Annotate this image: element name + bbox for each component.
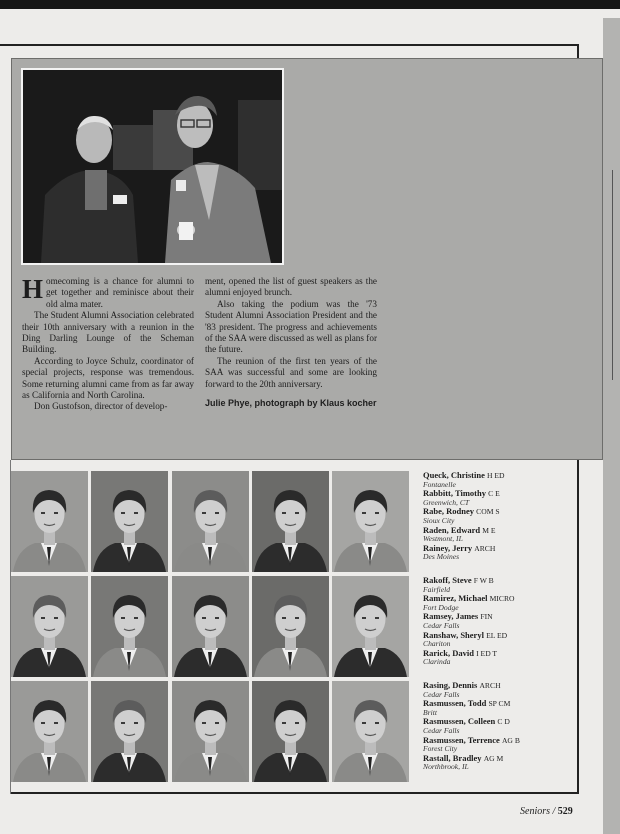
- senior-portrait: [252, 681, 329, 782]
- senior-portrait: [332, 681, 409, 782]
- senior-portrait-grid: [11, 471, 413, 781]
- student-major: AG M: [483, 753, 504, 763]
- senior-portrait: [332, 576, 409, 677]
- name-entry: [423, 681, 583, 699]
- senior-portrait: [332, 471, 409, 572]
- student-hometown: Fontanelle: [423, 479, 456, 489]
- article-paragraph: According to Joyce Schulz, coordinator of special projects, response was tremendous. Some returning alumni came from as far away as California and North Carolina.: [22, 355, 194, 401]
- name-entry: [423, 526, 583, 544]
- student-name-text: Rabe, Rodney: [423, 506, 475, 517]
- name-entry: [423, 612, 583, 630]
- student-name: [423, 699, 583, 709]
- student-name-text: Rasmussen, Colleen: [423, 716, 496, 727]
- student-name-text: Ramirez, Michael: [423, 593, 488, 604]
- student-name-text: Rarick, David: [423, 647, 474, 658]
- edge-rule: [612, 170, 613, 380]
- page-edge: [603, 18, 620, 834]
- student-name-text: Raden, Edward: [423, 524, 481, 535]
- page-number: 529: [557, 806, 573, 817]
- section-label: Seniors /: [520, 806, 556, 817]
- student-major: ARCH: [474, 543, 496, 553]
- senior-portrait: [91, 576, 168, 677]
- article-column-2: [205, 276, 377, 409]
- student-hometown: Clarinda: [423, 657, 451, 667]
- senior-portrait: [252, 471, 329, 572]
- senior-portrait: [252, 576, 329, 677]
- name-entry: [423, 489, 583, 507]
- article-paragraph: omecoming is a chance for alumni to get together and reminisce about their old alma mater.: [46, 276, 194, 309]
- name-entry: [423, 507, 583, 525]
- student-major: AG B: [501, 735, 520, 745]
- senior-portrait: [172, 681, 249, 782]
- student-hometown: Cedar Falls: [423, 620, 460, 630]
- name-entry: [423, 544, 583, 562]
- student-major: SP CM: [488, 699, 511, 709]
- student-hometown: Fairfield: [423, 584, 450, 594]
- student-major: C D: [497, 717, 510, 727]
- student-major: MICRO: [489, 594, 515, 604]
- name-list: [423, 576, 583, 667]
- student-name-text: Rakoff, Steve: [423, 575, 472, 585]
- student-hometown: Forest City: [423, 744, 458, 754]
- student-major: I ED T: [476, 648, 498, 658]
- senior-portrait: [91, 471, 168, 572]
- senior-portrait: [11, 576, 88, 677]
- article-paragraph: ment, opened the list of guest speakers as the alumni enjoyed brunch.: [205, 276, 377, 298]
- article-paragraph: The Student Alumni Association celebrated their 10th anniversary with a reunion in the Ding Darling Lounge of the Scheman Building.: [22, 310, 194, 355]
- student-name-text: Rainey, Jerry: [423, 542, 473, 553]
- name-entry: [423, 471, 583, 489]
- student-major: FIN: [480, 612, 493, 622]
- student-major: EL ED: [486, 630, 508, 640]
- top-dark-band: [0, 0, 620, 9]
- homecoming-photo: [21, 68, 284, 265]
- name-entry: [423, 717, 583, 735]
- top-rule: [0, 44, 579, 46]
- student-major: C E: [488, 489, 500, 499]
- article-paragraph: The reunion of the first ten years of the SAA was successful and some are looking forward to the 20th anniversary.: [205, 355, 377, 389]
- photo-credit: Julie Phye, photograph by Klaus kocher: [205, 398, 377, 409]
- student-hometown: Fort Dodge: [423, 602, 459, 612]
- student-major: ARCH: [479, 681, 501, 690]
- name-entry: [423, 736, 583, 754]
- bottom-rule: [11, 792, 577, 794]
- article-column-1: [22, 276, 194, 413]
- drop-cap: H: [22, 274, 44, 304]
- student-name-text: Ramsey, James: [423, 611, 479, 622]
- student-hometown: Northbrook, IL: [423, 762, 469, 772]
- senior-portrait: [172, 576, 249, 677]
- student-hometown: Westmont, IL: [423, 534, 463, 544]
- student-name-text: Ranshaw, Sheryl: [423, 629, 484, 640]
- student-hometown: Sioux City: [423, 515, 455, 525]
- name-entry: [423, 754, 583, 772]
- student-name-text: Rabbitt, Timothy: [423, 488, 486, 499]
- name-entry: [423, 631, 583, 649]
- student-name-text: Rasmussen, Todd: [423, 698, 487, 709]
- student-name-text: Rastall, Bradley: [423, 752, 482, 763]
- senior-portrait: [11, 471, 88, 572]
- student-major: H ED: [487, 471, 505, 480]
- student-name-text: Queck, Christine: [423, 470, 485, 480]
- student-hometown: Britt: [423, 707, 437, 717]
- student-major: F W B: [473, 576, 494, 585]
- name-entry: [423, 699, 583, 717]
- article-paragraph: Don Gustofson, director of develop-: [34, 401, 168, 412]
- student-hometown: Des Moines: [423, 552, 460, 562]
- name-list: [423, 681, 583, 772]
- name-list: [423, 471, 583, 562]
- senior-portrait: [91, 681, 168, 782]
- student-hometown: Greenwich, CT: [423, 497, 470, 507]
- student-hometown: Chariton: [423, 639, 451, 649]
- name-entry: [423, 649, 583, 667]
- student-name-text: Rasmussen, Terrence: [423, 734, 500, 745]
- article-paragraph: Also taking the podium was the '73 Student Alumni Association President and the '83 president. The progress and achievements of the SAA were discussed as well as plans for the future.: [205, 298, 377, 355]
- student-name-text: Rasing, Dennis: [423, 680, 478, 690]
- senior-portrait: [172, 471, 249, 572]
- name-entry: [423, 594, 583, 612]
- student-hometown: Cedar Falls: [423, 725, 460, 735]
- student-hometown: Cedar Falls: [423, 689, 460, 699]
- senior-portrait: [11, 681, 88, 782]
- student-major: M E: [482, 525, 496, 535]
- student-major: COM S: [476, 507, 500, 517]
- name-entry: [423, 576, 583, 594]
- page-footer: [520, 806, 573, 817]
